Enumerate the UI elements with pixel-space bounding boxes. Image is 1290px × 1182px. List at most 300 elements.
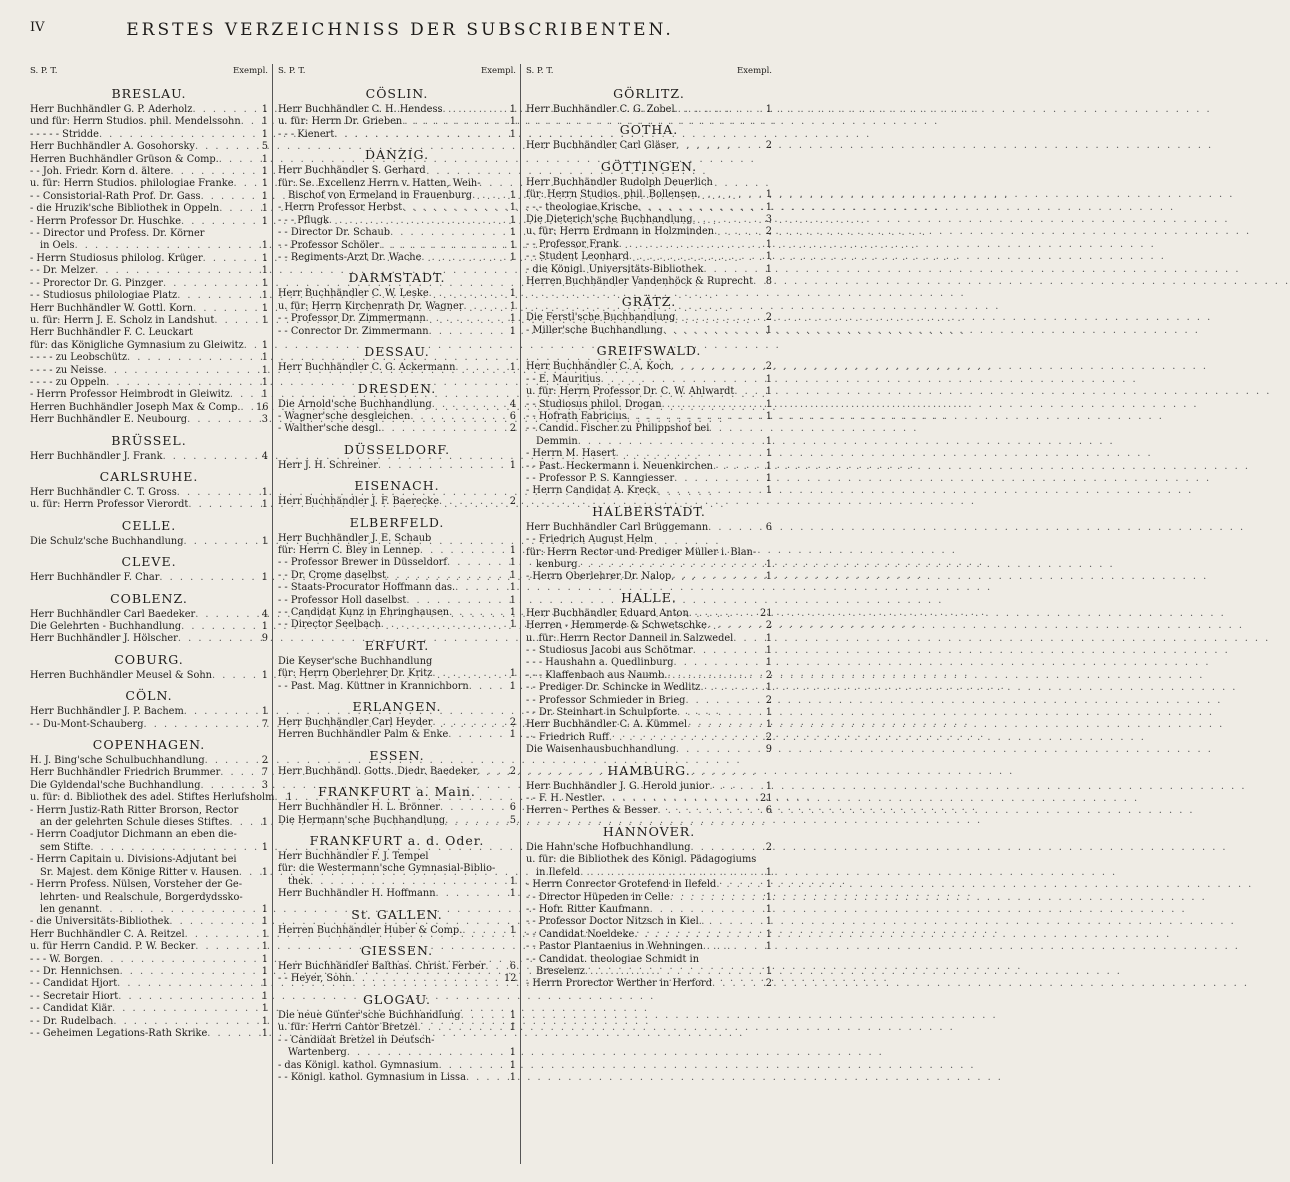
copy-count: 1: [509, 619, 516, 631]
subscriber-entry: [278, 961, 516, 973]
copy-count: 1: [509, 362, 516, 374]
subscriber-entry: [526, 423, 772, 435]
subscriber-entry: [30, 166, 268, 178]
copy-count: 1: [509, 239, 516, 251]
leader-dots: [432, 399, 504, 411]
copy-count: 1: [765, 891, 772, 903]
copy-count: 2: [765, 694, 772, 706]
subscriber-entry: [30, 414, 268, 426]
city-heading: GIESSEN.: [360, 943, 434, 959]
city-heading: GÖRLITZ.: [613, 86, 685, 101]
leader-dots: [177, 290, 256, 302]
leader-dots: [310, 876, 504, 888]
leader-dots: [449, 607, 504, 619]
subscriber-entry: [526, 670, 772, 682]
subscriber-entry: [526, 214, 772, 226]
subscriber-name: - - Professor Doctor Nitzsch in Kiel: [526, 916, 699, 928]
leader-dots: [347, 1047, 504, 1059]
leader-dots: [670, 892, 760, 904]
subscriber-entry: [30, 265, 268, 277]
leader-dots: [712, 978, 760, 990]
copy-count: 1: [765, 238, 772, 250]
leader-dots: [113, 1016, 256, 1028]
subscriber-name: u. für: Herrn J. E. Scholz in Landshut: [30, 314, 215, 326]
subscriber-entry: [30, 352, 268, 364]
subscriber-entry: [30, 203, 268, 215]
subscriber-name: Herr Buchhändler Rudolph Deuerlich: [526, 176, 713, 188]
subscriber-entry: [278, 668, 516, 680]
subscriber-name: für: die Westermann'sche Gymnasial-Biblio-: [278, 863, 496, 875]
subscriber-entry: [278, 326, 516, 338]
subscriber-entry: [526, 695, 772, 707]
copy-count: 1: [286, 792, 293, 804]
city-heading: EISENACH.: [354, 478, 440, 494]
leader-dots: [710, 781, 761, 793]
leader-dots: [118, 991, 256, 1003]
subscriber-entry: [278, 1060, 516, 1072]
subscriber-name: - Herrn Professor Herbst: [278, 202, 403, 214]
subscriber-entry: [30, 879, 268, 891]
subscriber-name: Herr Buchhändler Carl Gläser: [526, 140, 677, 152]
subscriber-name: - - Dr. Steinhart in Schulpforte: [526, 707, 678, 719]
leader-dots: [697, 189, 760, 201]
subscriber-entry: [526, 571, 772, 583]
copy-count: 1: [765, 558, 772, 570]
leader-dots: [106, 377, 256, 389]
subscriber-entry: [278, 1072, 516, 1084]
copy-count: 1: [765, 373, 772, 385]
subscriber-entry: [526, 251, 772, 263]
subscriber-entry: [30, 966, 268, 978]
subscriber-entry: [278, 582, 516, 594]
subscriber-entry: [278, 1010, 516, 1022]
subscriber-entry: [30, 228, 268, 240]
subscriber-name: - - Prorector Dr. G. Pinzger: [30, 277, 163, 289]
subscriber-name: - - Professor Schmieder in Brieg: [526, 694, 686, 706]
copy-count: 1: [261, 364, 268, 376]
subscriber-name: Die Arnold'sche Buchhandlung: [278, 398, 432, 410]
subscriber-entry: [278, 240, 516, 252]
copy-count: 4: [261, 450, 268, 462]
subscriber-name: Bischof von Ermeland in Frauenburg: [288, 190, 473, 202]
subscriber-name: - - Hofrath Fabricius: [526, 410, 627, 422]
copy-count: [713, 177, 725, 189]
leader-dots: [181, 621, 256, 633]
copy-count: [204, 228, 216, 240]
copy-count: 1: [765, 435, 772, 447]
subscriber-name: Die Keyser'sche Buchhandlung: [278, 655, 433, 667]
copy-count: 4: [509, 398, 516, 410]
copy-count: 1: [261, 572, 268, 584]
subscriber-name: - - Friedrich Ruff: [526, 731, 609, 743]
subscriber-name: - - Conrector Dr. Zimmermann: [278, 325, 429, 337]
subscriber-entry: [278, 766, 516, 778]
subscriber-entry: [526, 620, 772, 632]
subscriber-entry: [30, 499, 268, 511]
leader-dots: [195, 609, 256, 621]
copy-count: [495, 863, 507, 875]
subscriber-entry: [30, 402, 268, 414]
subscriber-entry: [526, 805, 772, 817]
city-heading: CLEVE.: [121, 554, 177, 570]
subscriber-name: u. für: Herrn Studios. philologiae Franke: [30, 178, 234, 190]
subscriber-name: Herr Buchhändler J. Frank: [30, 450, 163, 462]
subscriber-name: - - - W. Borgen: [30, 953, 101, 965]
subscriber-name: u. für: Herrn Kirchenrath Dr. Wagner: [278, 300, 464, 312]
copy-count: 8: [765, 276, 772, 288]
leader-dots: [244, 340, 256, 352]
subscriber-name: thek: [288, 875, 310, 887]
subscriber-name: Herr Buchhändler A. Gosohorsky: [30, 141, 195, 153]
subscriber-entry: [30, 892, 268, 904]
leader-dots: [195, 941, 256, 953]
copy-count: 6: [509, 961, 516, 973]
leader-dots: [219, 154, 256, 166]
subscriber-entry: [526, 892, 772, 904]
leader-dots: [714, 226, 760, 238]
leader-dots: [378, 460, 504, 472]
copy-count: 1: [261, 903, 268, 915]
subscriber-entry: [30, 365, 268, 377]
leader-dots: [461, 1010, 504, 1022]
column-header-right: Exempl.: [737, 66, 772, 76]
subscriber-name: - - Secretair Hiort: [30, 990, 119, 1002]
subscriber-entry: [526, 904, 772, 916]
leader-dots: [667, 670, 760, 682]
subscriber-name: - - Candid. Fischer zu Philippshof bei: [526, 423, 710, 435]
city-heading: GREIFSWALD.: [596, 343, 702, 359]
subscriber-entry: [30, 240, 268, 252]
subscriber-entry: [278, 717, 516, 729]
subscriber-entry: [526, 879, 772, 891]
subscriber-name: - - Director und Profess. Dr. Körner: [30, 228, 205, 240]
city-heading: HAMBURG.: [607, 762, 691, 778]
copy-count: [243, 892, 255, 904]
subscriber-entry: [526, 325, 772, 337]
subscriber-name: in Oels: [40, 240, 75, 252]
copy-count: 1: [509, 569, 516, 581]
subscriber-entry: [30, 1003, 268, 1015]
subscriber-entry: [526, 374, 772, 386]
copy-count: 1: [261, 928, 268, 940]
subscriber-entry: [278, 533, 516, 545]
subscriber-name: Herr Buchhändler W. Gottl. Korn: [30, 302, 194, 314]
copy-count: 1: [765, 398, 772, 410]
copy-count: 1: [765, 251, 772, 263]
subscriber-entry: [526, 264, 772, 276]
subscriber-entry: [278, 178, 516, 190]
leader-dots: [627, 411, 760, 423]
copy-count: 2: [765, 978, 772, 990]
leader-dots: [402, 202, 504, 214]
leader-dots: [117, 978, 256, 990]
subscriber-name: - - Pastor Plantaenius in Wehningen: [526, 941, 703, 953]
leader-dots: [445, 815, 504, 827]
leader-dots: [658, 805, 760, 817]
leader-dots: [402, 116, 504, 128]
copy-count: 1: [509, 1009, 516, 1021]
leader-dots: [700, 682, 760, 694]
subscriber-name: - - Professor Frank: [526, 238, 619, 250]
copy-count: 1: [765, 707, 772, 719]
copy-count: 1: [765, 263, 772, 275]
subscriber-entry: [30, 780, 268, 792]
copy-count: 1: [765, 916, 772, 928]
copy-count: 1: [261, 265, 268, 277]
copy-count: 1: [765, 410, 772, 422]
subscriber-entry: [30, 487, 268, 499]
subscriber-entry: [526, 867, 772, 879]
copy-count: [426, 165, 438, 177]
leader-dots: [100, 954, 256, 966]
copy-count: 1: [261, 866, 268, 878]
subscriber-entry: [526, 276, 772, 288]
copy-count: 1: [261, 290, 268, 302]
subscriber-entry: [30, 767, 268, 779]
subscriber-name: H. J. Bing'sche Schulbuchhandlung: [30, 755, 205, 767]
subscriber-entry: [526, 411, 772, 423]
copy-count: 1: [509, 190, 516, 202]
leader-dots: [230, 389, 256, 401]
leader-dots: [634, 929, 760, 941]
city-heading: ERLANGEN.: [352, 699, 442, 714]
leader-dots: [184, 536, 256, 548]
column-header-left: S. P. T.: [526, 66, 554, 76]
page-title: ERSTES VERZEICHNISS DER SUBSCRIBENTEN.: [126, 20, 674, 40]
city-heading: CÖSLIN.: [365, 86, 429, 101]
leader-dots: [689, 608, 760, 620]
copy-count: 1: [261, 166, 268, 178]
subscriber-name: - - Candidat Hjort: [30, 978, 118, 990]
subscriber-name: - Herrn Justiz-Rath Ritter Brorson, Rector: [30, 804, 239, 816]
subscriber-entry: [30, 941, 268, 953]
leader-dots: [379, 240, 504, 252]
copy-count: 1: [765, 632, 772, 644]
leader-dots: [716, 879, 760, 891]
copy-count: 1: [261, 953, 268, 965]
subscriber-entry: [30, 867, 268, 879]
subscriber-name: Demmin: [536, 435, 578, 447]
subscriber-entry: [526, 189, 772, 201]
copy-count: 1: [261, 302, 268, 314]
subscriber-entry: [526, 547, 772, 559]
copy-count: 2: [765, 361, 772, 373]
copy-count: 2: [765, 312, 772, 324]
subscriber-entry: [278, 888, 516, 900]
copy-count: 1: [765, 645, 772, 656]
subscriber-entry: [278, 863, 516, 875]
copy-count: [756, 547, 768, 559]
leader-dots: [420, 545, 504, 557]
copy-count: 1: [509, 202, 516, 214]
leader-dots: [485, 961, 504, 973]
subscriber-entry: [30, 572, 268, 584]
copy-count: 1: [509, 128, 516, 140]
subscriber-name: Herr Buchhändler G. P. Aderholz: [30, 104, 193, 115]
copy-count: 1: [261, 841, 268, 853]
leader-dots: [671, 571, 760, 583]
subscriber-entry: [30, 916, 268, 928]
city-heading: BRESLAU.: [111, 86, 187, 101]
subscriber-entry: [526, 312, 772, 324]
subscriber-name: - Miller'sche Buchhandlung: [526, 324, 663, 336]
leader-dots: [432, 717, 504, 729]
subscriber-name: - - Candidat Noeldeke: [526, 928, 635, 940]
leader-dots: [585, 966, 760, 978]
copy-count: 4: [261, 608, 268, 620]
leader-dots: [207, 1028, 256, 1040]
leader-dots: [381, 423, 504, 435]
subscriber-name: Wartenberg: [288, 1047, 347, 1059]
subscriber-entry: [30, 706, 268, 718]
subscriber-entry: [278, 1022, 516, 1034]
subscriber-entry: [526, 929, 772, 941]
subscriber-entry: [526, 104, 772, 116]
leader-dots: [677, 707, 760, 719]
copy-count: 1: [509, 227, 516, 239]
leader-dots: [418, 1022, 504, 1034]
subscriber-name: Sr. Majest. dem Könige Ritter v. Hausen: [40, 866, 239, 878]
leader-dots: [616, 448, 760, 460]
subscriber-name: Die Ferstl'sche Buchhandlung: [526, 312, 676, 324]
subscriber-name: Herren Buchhändler Grüson & Comp.: [30, 153, 219, 165]
copy-count: 6: [765, 521, 772, 533]
leader-dots: [707, 620, 760, 632]
subscriber-entry: [278, 227, 516, 239]
subscriber-entry: [30, 842, 268, 854]
copy-count: 9: [765, 744, 772, 756]
subscriber-name: - - Consistorial-Rath Prof. Dr. Gass: [30, 190, 201, 202]
copy-count: 1: [261, 104, 268, 115]
subscriber-name: Herr Buchhändler C. A. Koch: [526, 361, 672, 373]
copy-count: 5: [509, 814, 516, 826]
subscriber-name: - - Director Seelbach: [278, 619, 381, 631]
subscriber-name: - Herrn Candidat A. Kreck: [526, 485, 657, 497]
subscriber-name: - - - - - Stridde: [30, 128, 99, 140]
subscriber-entry: [526, 473, 772, 485]
copy-count: [432, 656, 444, 668]
subscriber-name: für: Se. Excellenz Herrn v. Hatten, Weih-: [278, 177, 481, 189]
leader-dots: [466, 1072, 504, 1084]
copy-count: 1: [509, 544, 516, 556]
subscriber-name: Die Gyldendal'sche Buchhandlung: [30, 779, 201, 791]
subscriber-entry: [278, 607, 516, 619]
leader-dots: [193, 303, 256, 315]
leader-dots: [609, 732, 760, 744]
leader-dots: [685, 695, 760, 707]
subscriber-name: - - Professor Dr. Zimmermann: [278, 313, 426, 325]
subscriber-name: - - - - zu Oppeln: [30, 376, 107, 388]
subscriber-entry: [526, 732, 772, 744]
subscriber-entry: [278, 973, 516, 985]
subscriber-name: Die Hermann'sche Buchhandlung: [278, 814, 446, 826]
subscriber-name: kenburg: [536, 558, 578, 570]
leader-dots: [656, 485, 760, 497]
copy-count: 1: [261, 389, 268, 401]
copy-count: 1: [765, 189, 772, 201]
leader-dots: [219, 203, 256, 215]
subscriber-entry: [30, 929, 268, 941]
copy-count: 1: [261, 116, 268, 128]
column-header-left: S. P. T.: [278, 66, 306, 76]
copy-count: 2: [765, 669, 772, 681]
subscriber-name: Herren Buchhändler Joseph Max & Comp.: [30, 401, 241, 413]
subscriber-entry: [278, 288, 516, 300]
copy-count: 1: [261, 252, 268, 264]
subscriber-entry: [526, 916, 772, 928]
subscriber-name: für: Herrn Studios. phil. Bollensen: [526, 189, 698, 201]
copy-count: 2: [765, 841, 772, 853]
leader-dots: [104, 365, 256, 377]
copy-count: 1: [261, 339, 268, 351]
subscriber-entry: [30, 536, 268, 548]
column-header-right: Exempl.: [481, 66, 516, 76]
leader-dots: [381, 619, 504, 631]
subscriber-name: - - Professor Brewer in Düsseldorf: [278, 557, 448, 569]
subscriber-entry: [526, 448, 772, 460]
subscriber-name: - - - theologiae Krische: [526, 201, 639, 213]
copy-count: 1: [261, 376, 268, 388]
subscriber-name: Herr Buchhändler Eduard Anton: [526, 607, 689, 619]
copy-count: 1: [509, 606, 516, 618]
subscriber-name: - Herrn Professor Heimbrodt in Gleiwitz: [30, 389, 230, 401]
leader-dots: [99, 904, 256, 916]
subscriber-entry: [30, 451, 268, 463]
subscriber-name: Herren Buchhändler Huber & Comp.: [278, 924, 463, 936]
city-heading: ERFURT.: [364, 637, 430, 653]
copy-count: 1: [765, 682, 772, 694]
subscriber-entry: [278, 423, 516, 435]
subscriber-name: u. für: die Bibliothek des Königl. Pädagogiums: [526, 854, 757, 866]
copy-count: 1: [509, 300, 516, 312]
copy-count: 1: [509, 1022, 516, 1034]
leader-dots: [472, 190, 504, 202]
subscriber-name: - - - Klaffenbach aus Naumb.: [526, 669, 668, 681]
subscriber-name: Herr J. H. Schreiner: [278, 459, 378, 471]
copy-count: 1: [261, 706, 268, 718]
copy-count: 1: [765, 104, 772, 115]
city-heading: CÖLN.: [125, 688, 173, 704]
subscriber-entry: [278, 656, 516, 668]
subscriber-name: - - Studiosus Jacobi aus Schötmar: [526, 645, 693, 656]
subscriber-name: - die Königl. Universitäts-Bibliothek: [526, 263, 704, 275]
city-heading: ELBERFELD.: [349, 514, 445, 530]
leader-dots: [629, 251, 760, 263]
copy-count: 1: [509, 104, 516, 115]
copy-count: [237, 829, 249, 841]
leader-dots: [663, 325, 760, 337]
leader-dots: [733, 633, 760, 645]
subscriber-entry: [30, 290, 268, 302]
copy-count: 2: [509, 717, 516, 728]
subscriber-entry: [526, 534, 772, 546]
subscriber-entry: [30, 829, 268, 841]
leader-dots: [230, 817, 257, 829]
subscriber-name: - Herrn Capitain u. Divisions-Adjutant bei: [30, 854, 237, 866]
leader-dots: [619, 239, 760, 251]
copy-count: 1: [261, 352, 268, 364]
leader-dots: [159, 572, 256, 584]
leader-dots: [203, 253, 256, 265]
column-3: [526, 66, 772, 1166]
subscriber-name: Herren Buchhändler Meusel & Sohn: [30, 669, 212, 681]
leader-dots: [120, 966, 256, 978]
subscriber-entry: [526, 226, 772, 238]
subscriber-name: - - Dr. Rudelbach: [30, 1015, 114, 1027]
copy-count: [238, 805, 250, 817]
leader-dots: [703, 941, 760, 953]
leader-dots: [477, 766, 504, 778]
